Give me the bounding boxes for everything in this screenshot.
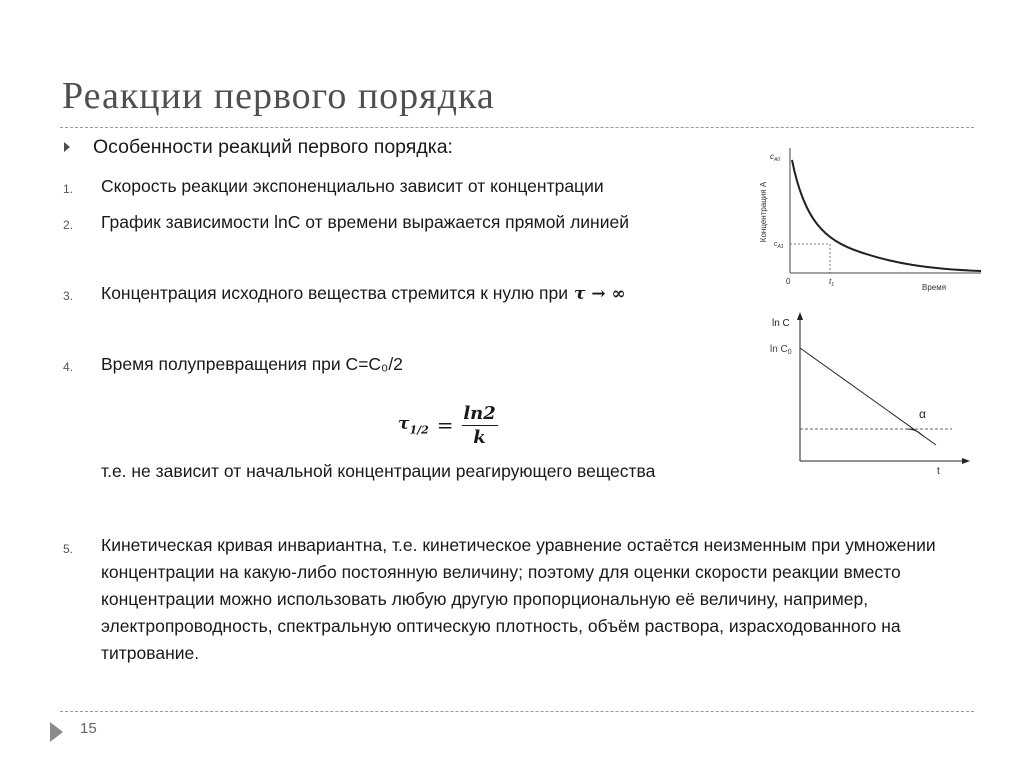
chart1-tick-ca1: $c_{A1}$ xyxy=(774,241,784,250)
half-life-formula xyxy=(398,398,498,452)
list-item-3 xyxy=(101,283,626,304)
decay-curve xyxy=(792,160,981,271)
chart1-tick-t1: $t_1$ xyxy=(829,277,835,288)
formula-equals: = xyxy=(436,413,454,437)
chart1-tick-ca0: $c_{A0}$ xyxy=(770,152,781,163)
ln-concentration-chart xyxy=(764,308,974,480)
list-item-3-text: Концентрация исходного вещества стремится к нулю при xyxy=(101,283,568,303)
page-number: 15 xyxy=(80,720,97,737)
item-number-1: 1. xyxy=(63,182,74,196)
concentration-decay-chart xyxy=(752,140,987,300)
page-triangle-icon xyxy=(50,722,63,742)
angle-label: α xyxy=(919,407,926,421)
chart1-ylabel: Концентрация А xyxy=(759,181,768,243)
chart2-ylabel: ln C xyxy=(772,318,790,329)
list-item-5: Кинетическая кривая инвариантна, т.е. кинетическое уравнение остаётся неизменным при умножении концентрации на какую-либо постоянную величину; поэтому для оценки скорости реакции вместо концентрации можно использовать любую другую пропорциональную её величину, например, электропроводность, спектральную оптическую плотность, объём раствора, израсходованного на титрование. xyxy=(101,535,936,663)
tau-to-infinity-symbol: τ → ∞ xyxy=(573,284,626,304)
chart1-xlabel: Время xyxy=(922,283,947,292)
section-heading: Особенности реакций первого порядка: xyxy=(93,136,453,158)
chart1-tick-origin: 0 xyxy=(786,277,791,286)
item-number-2: 2. xyxy=(63,218,74,232)
bullet-triangle-icon xyxy=(64,142,70,152)
formula-fraction xyxy=(462,403,498,448)
list-item-4: Время полупревращения при С=С₀/2 xyxy=(101,354,403,374)
slide-title: Реакции первого порядка xyxy=(62,75,495,117)
formula-numerator: ln2 xyxy=(463,402,496,424)
fraction-bar xyxy=(462,425,498,426)
formula-denominator: k xyxy=(473,426,486,448)
item-number-4: 4. xyxy=(63,360,74,374)
item-number-3: 3. xyxy=(63,289,74,303)
chart2-xlabel: t xyxy=(937,466,940,477)
angle-arc xyxy=(907,429,923,436)
list-item-1: Скорость реакции экспоненциально зависит от концентрации xyxy=(101,176,604,196)
chart2-tick-lnc0: $\ln C_0$ xyxy=(770,344,792,356)
item-number-5: 5. xyxy=(63,542,74,556)
footer-divider xyxy=(60,711,974,712)
half-life-note: т.е. не зависит от начальной концентрации реагирующего вещества xyxy=(101,461,656,481)
formula-lhs: $\tau_{1/2}$ xyxy=(398,413,429,437)
title-divider xyxy=(60,127,974,128)
list-item-2: График зависимости lnC от времени выражается прямой линией xyxy=(101,212,630,232)
